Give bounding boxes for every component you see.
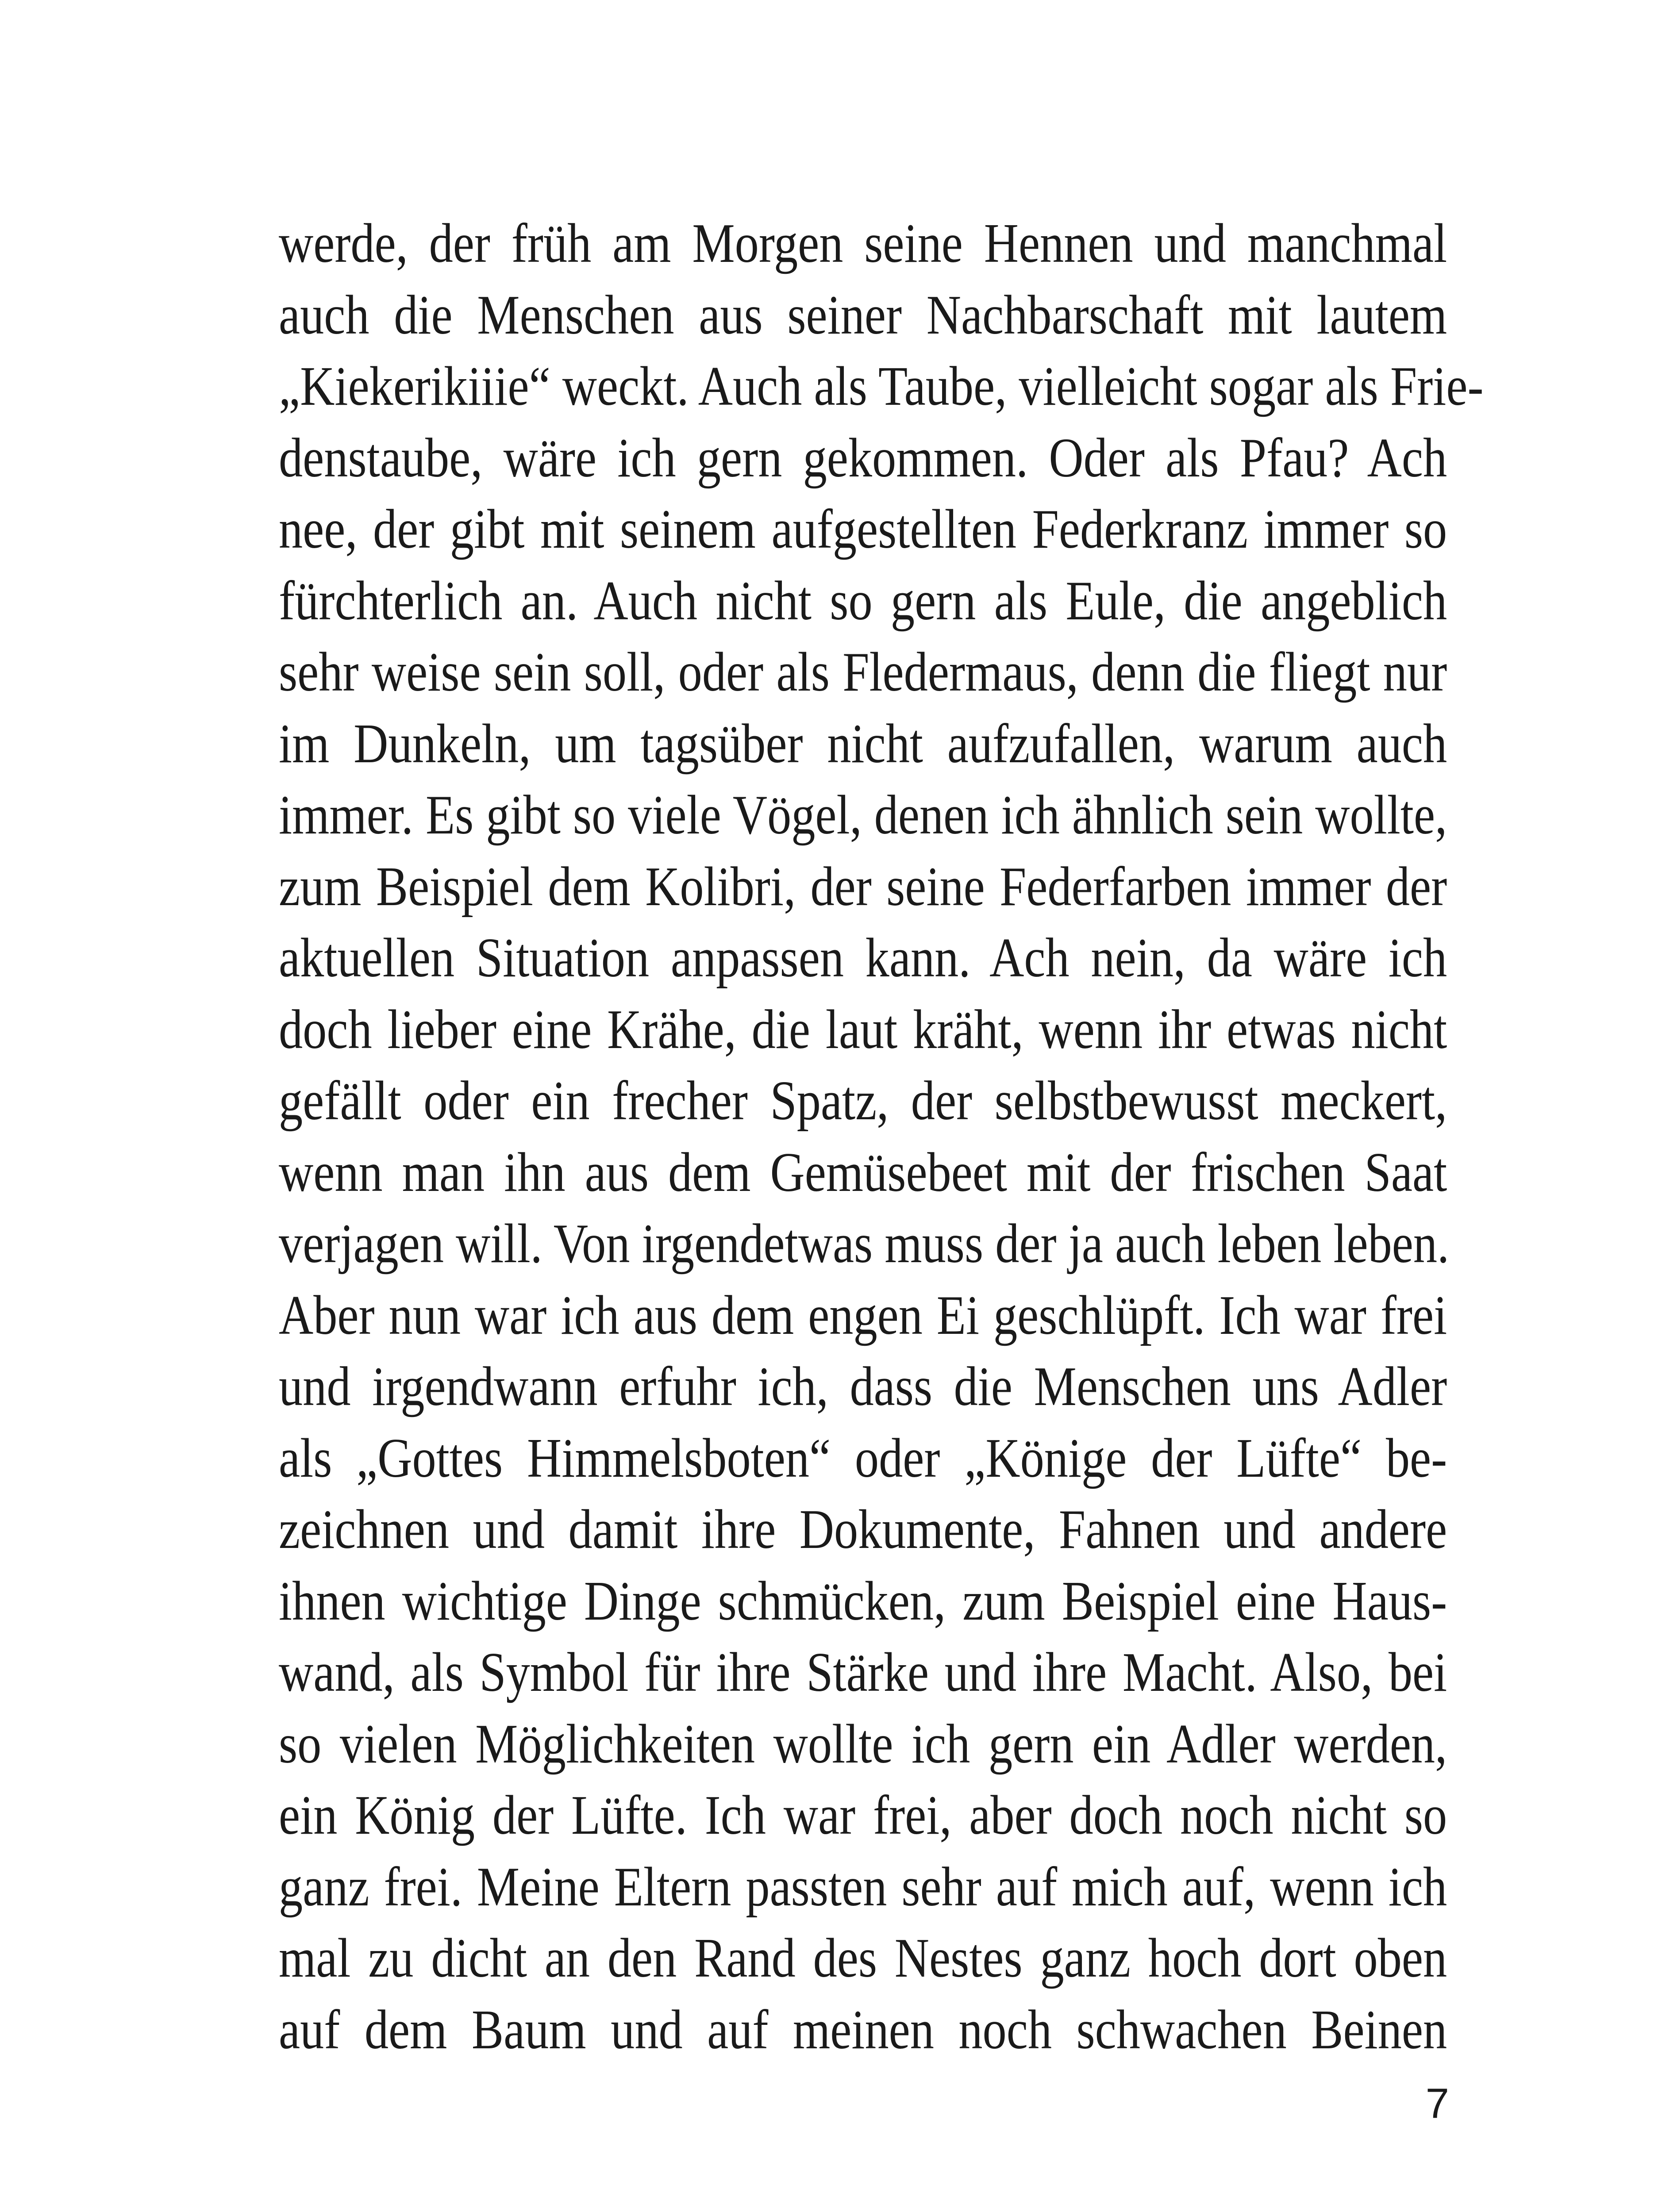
text-line: wand, als Symbol für ihre Stärke und ihre Macht. Also, bei: [279, 1642, 1447, 1703]
text-line: ihnen wichtige Dinge schmücken, zum Beispiel eine Haus-: [279, 1570, 1447, 1632]
text-line: und irgendwann erfuhr ich, dass die Menschen uns Adler: [279, 1356, 1447, 1417]
text-line: werde, der früh am Morgen seine Hennen und manchmal: [279, 213, 1447, 274]
text-line: als „Gottes Himmelsboten“ oder „Könige der Lüfte“ be-: [279, 1427, 1447, 1489]
text-line: zeichnen und damit ihre Dokumente, Fahnen und andere: [279, 1499, 1447, 1560]
text-line: wenn man ihn aus dem Gemüsebeet mit der frischen Saat: [279, 1141, 1447, 1203]
text-line: gefällt oder ein frecher Spatz, der selbstbewusst meckert,: [279, 1070, 1447, 1132]
text-line: aktuellen Situation anpassen kann. Ach nein, da wäre ich: [279, 927, 1447, 989]
text-line: „Kiekerikiiie“ weckt. Auch als Taube, vielleicht sogar als Frie-: [279, 356, 1484, 417]
text-line: doch lieber eine Krähe, die laut kräht, wenn ihr etwas nicht: [279, 998, 1447, 1060]
text-line: ganz frei. Meine Eltern passten sehr auf mich auf, wenn ich: [279, 1856, 1447, 1918]
text-line: fürchterlich an. Auch nicht so gern als Eule, die angeblich: [279, 570, 1447, 632]
text-line: nee, der gibt mit seinem aufgestellten Federkranz immer so: [279, 499, 1447, 560]
text-line: sehr weise sein soll, oder als Fledermaus, denn die fliegt nur: [279, 641, 1447, 703]
text-line: zum Beispiel dem Kolibri, der seine Federfarben immer der: [279, 856, 1447, 918]
text-line: auch die Menschen aus seiner Nachbarschaft mit lautem: [279, 284, 1447, 346]
page-number: 7: [1425, 2080, 1449, 2127]
text-line: im Dunkeln, um tagsüber nicht aufzufallen, warum auch: [279, 713, 1447, 775]
text-line: verjagen will. Von irgendetwas muss der ja auch leben leben.: [279, 1213, 1450, 1275]
text-line: denstaube, wäre ich gern gekommen. Oder als Pfau? Ach: [279, 427, 1447, 489]
text-line: ein König der Lüfte. Ich war frei, aber doch noch nicht so: [279, 1785, 1447, 1846]
body-text: [279, 208, 1484, 2066]
text-line: auf dem Baum und auf meinen noch schwachen Beinen: [279, 1999, 1447, 2061]
text-line: immer. Es gibt so viele Vögel, denen ich ähnlich sein wollte,: [279, 784, 1447, 846]
text-line: so vielen Möglichkeiten wollte ich gern ein Adler werden,: [279, 1713, 1447, 1775]
text-line: mal zu dicht an den Rand des Nestes ganz hoch dort oben: [279, 1928, 1447, 1989]
text-line: Aber nun war ich aus dem engen Ei geschlüpft. Ich war frei: [279, 1284, 1447, 1346]
